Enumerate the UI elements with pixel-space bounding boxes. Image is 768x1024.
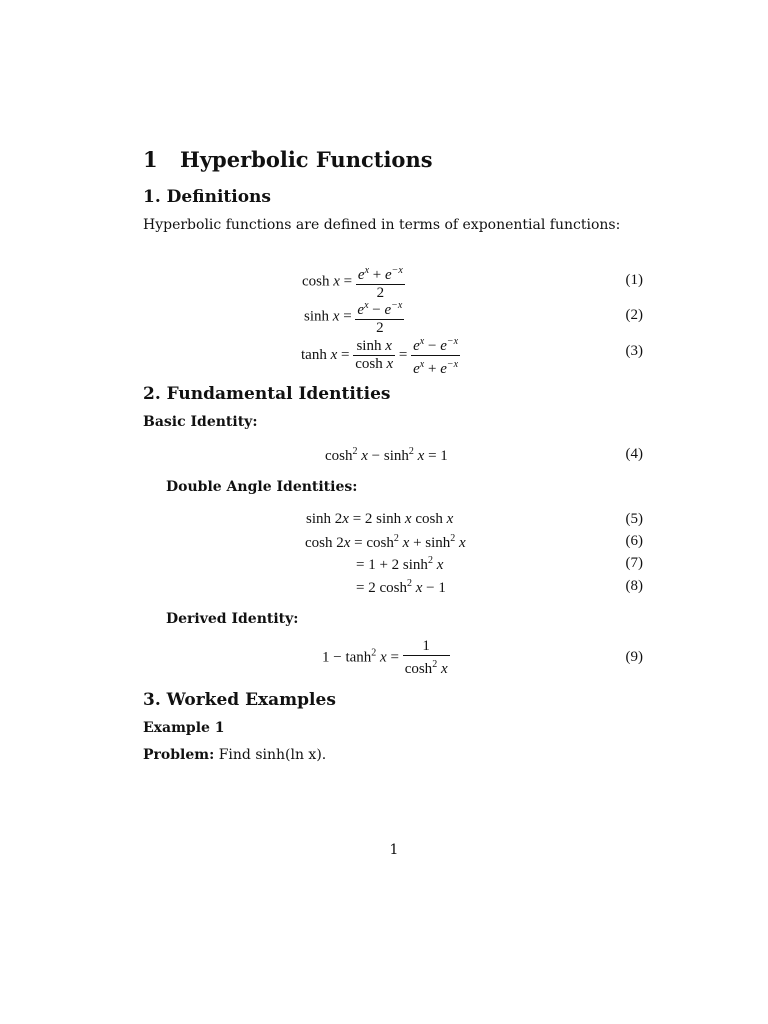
- equation-number: (1): [625, 272, 643, 288]
- basic-identity-label: Basic Identity:: [143, 414, 258, 430]
- equation-number: (2): [625, 307, 643, 323]
- equation-number: (4): [625, 446, 643, 462]
- equation-6-body: $\cosh 2x = \cosh^2 x + \sinh^2 x$: [305, 533, 466, 551]
- definitions-heading: 1. Definitions: [143, 187, 271, 207]
- identities-heading: 2. Fundamental Identities: [143, 384, 391, 404]
- equation-8-body: = 2 $\cosh^2 x - 1$: [356, 578, 446, 596]
- equation-number: (5): [625, 511, 643, 527]
- problem-text: Find sinh(ln x).: [218, 747, 327, 763]
- section-title-text: Hyperbolic Functions: [180, 147, 433, 172]
- equation-1-body: cosh x = $\frac{e^x + e^{-x}}{2}$: [302, 262, 405, 302]
- equation-number: (6): [625, 533, 643, 549]
- problem-label: Problem:: [143, 747, 215, 763]
- section-title: [143, 147, 433, 172]
- problem-statement: [143, 747, 326, 763]
- equation-number: (8): [625, 578, 643, 594]
- example-title: Example 1: [143, 720, 225, 736]
- definitions-intro: Hyperbolic functions are defined in terms of exponential functions:: [143, 217, 621, 233]
- equation-7-body: = 1 + 2 $\sinh^2 x$: [356, 555, 444, 573]
- equation-2-body: sinh x = $\frac{e^x - e^{-x}}{2}$: [304, 297, 404, 337]
- equation-9-body: $1 - \tanh^2 x$ = $\frac{1}{\cosh^2 x}$: [322, 638, 448, 677]
- equation-number: (9): [625, 649, 643, 665]
- double-angle-label: Double Angle Identities:: [166, 479, 358, 495]
- equation-3-body: tanh x = $\frac{\text{sinh x}}{\text{cosh x}}$ = $\frac{e^x - e^{-x}}{e^x + e^{-x}}$: [301, 333, 460, 378]
- section-number: 1: [143, 147, 158, 172]
- equation-5-body: sinh 2x = 2 sinh x cosh x: [306, 511, 454, 527]
- equation-number: (3): [625, 343, 643, 359]
- equation-4-body: $\cosh^2 x - \sinh^2 x = 1$: [325, 446, 448, 464]
- equation-number: (7): [625, 555, 643, 571]
- examples-heading: 3. Worked Examples: [143, 690, 336, 710]
- page-number: 1: [389, 842, 399, 858]
- derived-identity-label: Derived Identity:: [166, 611, 299, 627]
